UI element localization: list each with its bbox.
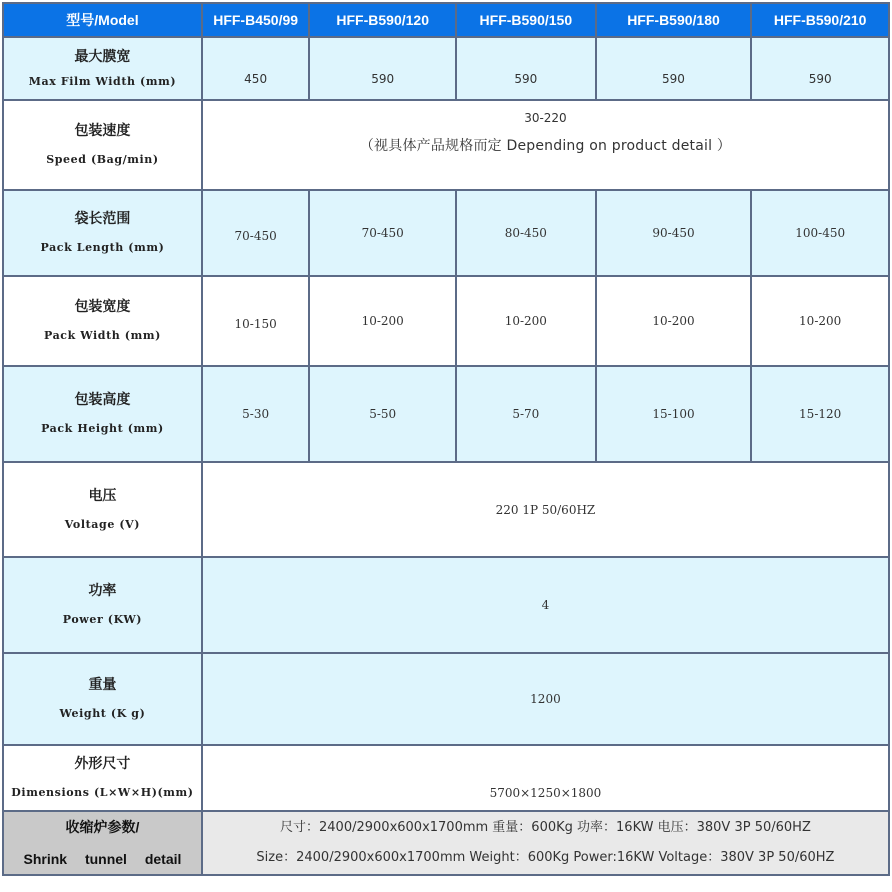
label-zh: 外形尺寸 xyxy=(74,756,131,772)
label-en: Pack Height (mm) xyxy=(41,422,164,435)
label-zh: 包装速度 xyxy=(74,123,131,139)
cell-value: 100-450 xyxy=(752,191,888,275)
label-dimensions xyxy=(4,746,201,810)
label-en: Max Film Width (mm) xyxy=(28,74,177,88)
cell-power: 4 xyxy=(203,558,888,652)
header-b590-210: HFF-B590/210 xyxy=(752,4,888,36)
row-weight xyxy=(4,654,888,744)
label-weight xyxy=(4,654,201,744)
label-zh: 电压 xyxy=(88,487,117,504)
cell-value: 5-30 xyxy=(203,367,308,461)
cell-value: 10-200 xyxy=(310,277,455,365)
label-zh: 袋长范围 xyxy=(74,211,131,227)
row-pack-length xyxy=(4,191,888,275)
header-row xyxy=(4,4,888,36)
header-b450-99: HFF-B450/99 xyxy=(203,4,308,36)
cell-dimensions: 5700×1250×1800 xyxy=(203,746,888,810)
row-pack-height xyxy=(4,367,888,461)
cell-value: 5-70 xyxy=(457,367,595,461)
label-voltage xyxy=(4,463,201,556)
cell-value: 10-150 xyxy=(203,277,308,365)
row-dimensions xyxy=(4,746,888,810)
cell-weight: 1200 xyxy=(203,654,888,744)
label-en: Pack Width (mm) xyxy=(44,329,161,342)
cell-value: 70-450 xyxy=(310,191,455,275)
cell-value: 90-450 xyxy=(597,191,751,275)
cell-speed xyxy=(203,101,888,189)
label-en: Dimensions (L×W×H)(mm) xyxy=(11,786,194,799)
header-b590-150: HFF-B590/150 xyxy=(457,4,595,36)
label-en: Voltage (V) xyxy=(64,517,141,531)
label-zh: 收缩炉参数/ xyxy=(65,819,140,835)
header-b590-180: HFF-B590/180 xyxy=(597,4,751,36)
label-en: Shrink tunnel detail xyxy=(23,851,182,867)
header-model: 型号/Model xyxy=(4,4,201,36)
cell-value: 15-100 xyxy=(597,367,751,461)
label-en: Pack Length (mm) xyxy=(40,241,165,254)
label-zh: 最大膜宽 xyxy=(74,48,131,65)
label-speed xyxy=(4,101,201,189)
row-voltage xyxy=(4,463,888,556)
cell-value: 450 xyxy=(203,38,308,99)
row-speed xyxy=(4,101,888,189)
row-max-film-width xyxy=(4,38,888,99)
label-en: Speed (Bag/min) xyxy=(46,153,159,166)
cell-value: 590 xyxy=(310,38,455,99)
cell-value: 590 xyxy=(457,38,595,99)
shrink-line-zh: 尺寸：2400/2900x600x1700mm 重量：600Kg 功率：16KW 电压：380V 3P 50/60HZ xyxy=(280,820,811,835)
cell-value: 5-50 xyxy=(310,367,455,461)
shrink-line-en: Size：2400/2900x600x1700mm Weight：600Kg Power:16KW Voltage：380V 3P 50/60HZ xyxy=(256,850,835,865)
row-shrink-tunnel xyxy=(4,812,888,874)
label-pack-height xyxy=(4,367,201,461)
label-shrink-tunnel xyxy=(4,812,201,874)
label-en: Weight (K g) xyxy=(59,707,146,720)
header-b590-120: HFF-B590/120 xyxy=(310,4,455,36)
row-pack-width xyxy=(4,277,888,365)
cell-value: 70-450 xyxy=(203,191,308,275)
label-pack-length xyxy=(4,191,201,275)
spec-table xyxy=(2,2,890,876)
label-pack-width xyxy=(4,277,201,365)
label-zh: 重量 xyxy=(88,677,117,693)
cell-shrink-tunnel xyxy=(203,812,888,874)
row-power xyxy=(4,558,888,652)
cell-value: 10-200 xyxy=(457,277,595,365)
cell-value: 590 xyxy=(597,38,751,99)
cell-value: 10-200 xyxy=(597,277,751,365)
cell-value: 590 xyxy=(752,38,888,99)
label-power xyxy=(4,558,201,652)
cell-voltage: 220 1P 50/60HZ xyxy=(203,463,888,556)
speed-value: 30-220 xyxy=(524,111,567,125)
label-max-film-width xyxy=(4,38,201,99)
cell-value: 10-200 xyxy=(752,277,888,365)
label-zh: 包装宽度 xyxy=(74,299,131,315)
label-zh: 功率 xyxy=(88,583,117,599)
speed-note: （视具体产品规格而定 Depending on product detail ） xyxy=(359,138,732,154)
cell-value: 80-450 xyxy=(457,191,595,275)
cell-value: 15-120 xyxy=(752,367,888,461)
label-zh: 包装高度 xyxy=(74,392,131,408)
label-en: Power (KW) xyxy=(62,613,143,626)
